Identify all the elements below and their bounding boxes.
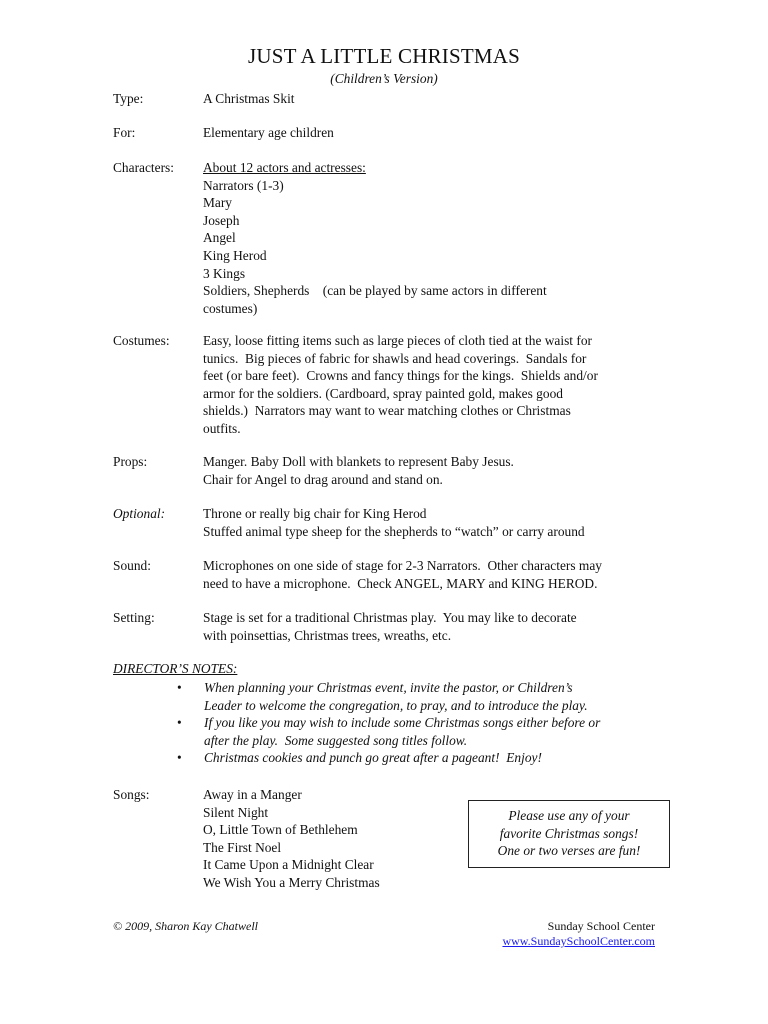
optional-text bbox=[203, 505, 663, 540]
props-text bbox=[203, 453, 663, 488]
song-item: Silent Night bbox=[203, 804, 269, 820]
sound-line: need to have a microphone. Check ANGEL, MARY and KING HEROD. bbox=[203, 575, 598, 591]
characters-heading: About 12 actors and actresses: bbox=[203, 160, 366, 175]
type-label: Type: bbox=[113, 91, 144, 106]
list-item bbox=[174, 714, 674, 749]
bullet-icon: • bbox=[177, 715, 182, 731]
footer-org bbox=[502, 919, 655, 949]
character-item: Mary bbox=[203, 195, 233, 211]
costumes-label: Costumes: bbox=[113, 333, 170, 348]
props-line: Chair for Angel to drag around and stand on. bbox=[203, 471, 443, 487]
document-subtitle: (Children’s Version) bbox=[330, 71, 438, 86]
character-item: Narrators (1-3) bbox=[203, 177, 284, 193]
setting-line: with poinsettias, Christmas trees, wreaths, etc. bbox=[203, 627, 452, 643]
characters-list bbox=[203, 159, 663, 317]
props-label: Props: bbox=[113, 454, 148, 469]
songs-note-line: Please use any of your bbox=[508, 808, 630, 823]
note-line: If you like you may wish to include some Christmas songs either before or bbox=[204, 715, 601, 731]
sound-label: Sound: bbox=[113, 558, 151, 573]
character-item: King Herod bbox=[203, 247, 267, 263]
song-item: O, Little Town of Bethlehem bbox=[203, 822, 358, 838]
characters-label: Characters: bbox=[113, 160, 174, 175]
for-label: For: bbox=[113, 125, 136, 140]
costumes-line: outfits. bbox=[203, 420, 241, 436]
note-line: When planning your Christmas event, invite the pastor, or Children’s bbox=[204, 680, 573, 695]
songs-note-line: favorite Christmas songs! bbox=[499, 825, 639, 841]
song-item: It Came Upon a Midnight Clear bbox=[203, 857, 374, 873]
bullet-icon: • bbox=[177, 680, 182, 695]
org-name: Sunday School Center bbox=[547, 919, 655, 933]
bullet-icon: • bbox=[177, 750, 182, 766]
optional-line: Stuffed animal type sheep for the shepherds to “watch” or carry around bbox=[203, 523, 585, 539]
copyright-text: © 2009, Sharon Kay Chatwell bbox=[113, 919, 259, 933]
character-item: costumes) bbox=[203, 300, 258, 316]
costumes-text bbox=[203, 332, 663, 438]
document-title: JUST A LITTLE CHRISTMAS bbox=[248, 44, 520, 68]
for-value: Elementary age children bbox=[203, 125, 334, 140]
song-item: The First Noel bbox=[203, 839, 282, 855]
setting-line: Stage is set for a traditional Christmas play. You may like to decorate bbox=[203, 610, 577, 625]
list-item bbox=[174, 679, 674, 714]
sound-text bbox=[203, 557, 663, 592]
optional-label: Optional: bbox=[113, 506, 166, 521]
costumes-line: armor for the soldiers. (Cardboard, spray painted gold, makes good bbox=[203, 385, 563, 401]
costumes-line: feet (or bare feet). Crowns and fancy things for the kings. Shields and/or bbox=[203, 368, 598, 384]
note-line: after the play. Some suggested song titles follow. bbox=[204, 732, 468, 748]
character-item: Joseph bbox=[203, 212, 240, 228]
character-item: Angel bbox=[203, 230, 236, 246]
songs-note-line: One or two verses are fun! bbox=[497, 843, 641, 859]
costumes-line: shields.) Narrators may want to wear matching clothes or Christmas bbox=[203, 403, 571, 419]
song-item: Away in a Manger bbox=[203, 787, 302, 802]
note-line: Leader to welcome the congregation, to pray, and to introduce the play. bbox=[204, 697, 588, 713]
directors-notes-list bbox=[174, 679, 674, 767]
note-line: Christmas cookies and punch go great after a pageant! Enjoy! bbox=[204, 750, 542, 766]
sound-line: Microphones on one side of stage for 2-3 Narrators. Other characters may bbox=[203, 558, 602, 573]
songs-note-box bbox=[468, 800, 670, 868]
character-item: 3 Kings bbox=[203, 265, 246, 281]
directors-notes-heading: DIRECTOR’S NOTES: bbox=[113, 661, 238, 676]
props-line: Manger. Baby Doll with blankets to represent Baby Jesus. bbox=[203, 454, 514, 469]
setting-label: Setting: bbox=[113, 610, 155, 625]
type-value: A Christmas Skit bbox=[203, 91, 295, 106]
optional-line: Throne or really big chair for King Herod bbox=[203, 506, 427, 521]
character-item: Soldiers, Shepherds (can be played by same actors in different bbox=[203, 283, 547, 299]
costumes-line: Easy, loose fitting items such as large pieces of cloth tied at the waist for bbox=[203, 333, 592, 348]
song-item: We Wish You a Merry Christmas bbox=[203, 874, 380, 890]
website-link[interactable]: www.SundaySchoolCenter.com bbox=[502, 934, 655, 948]
costumes-line: tunics. Big pieces of fabric for shawls and head coverings. Sandals for bbox=[203, 350, 587, 366]
setting-text bbox=[203, 609, 663, 644]
songs-label: Songs: bbox=[113, 787, 150, 802]
list-item bbox=[174, 749, 674, 767]
